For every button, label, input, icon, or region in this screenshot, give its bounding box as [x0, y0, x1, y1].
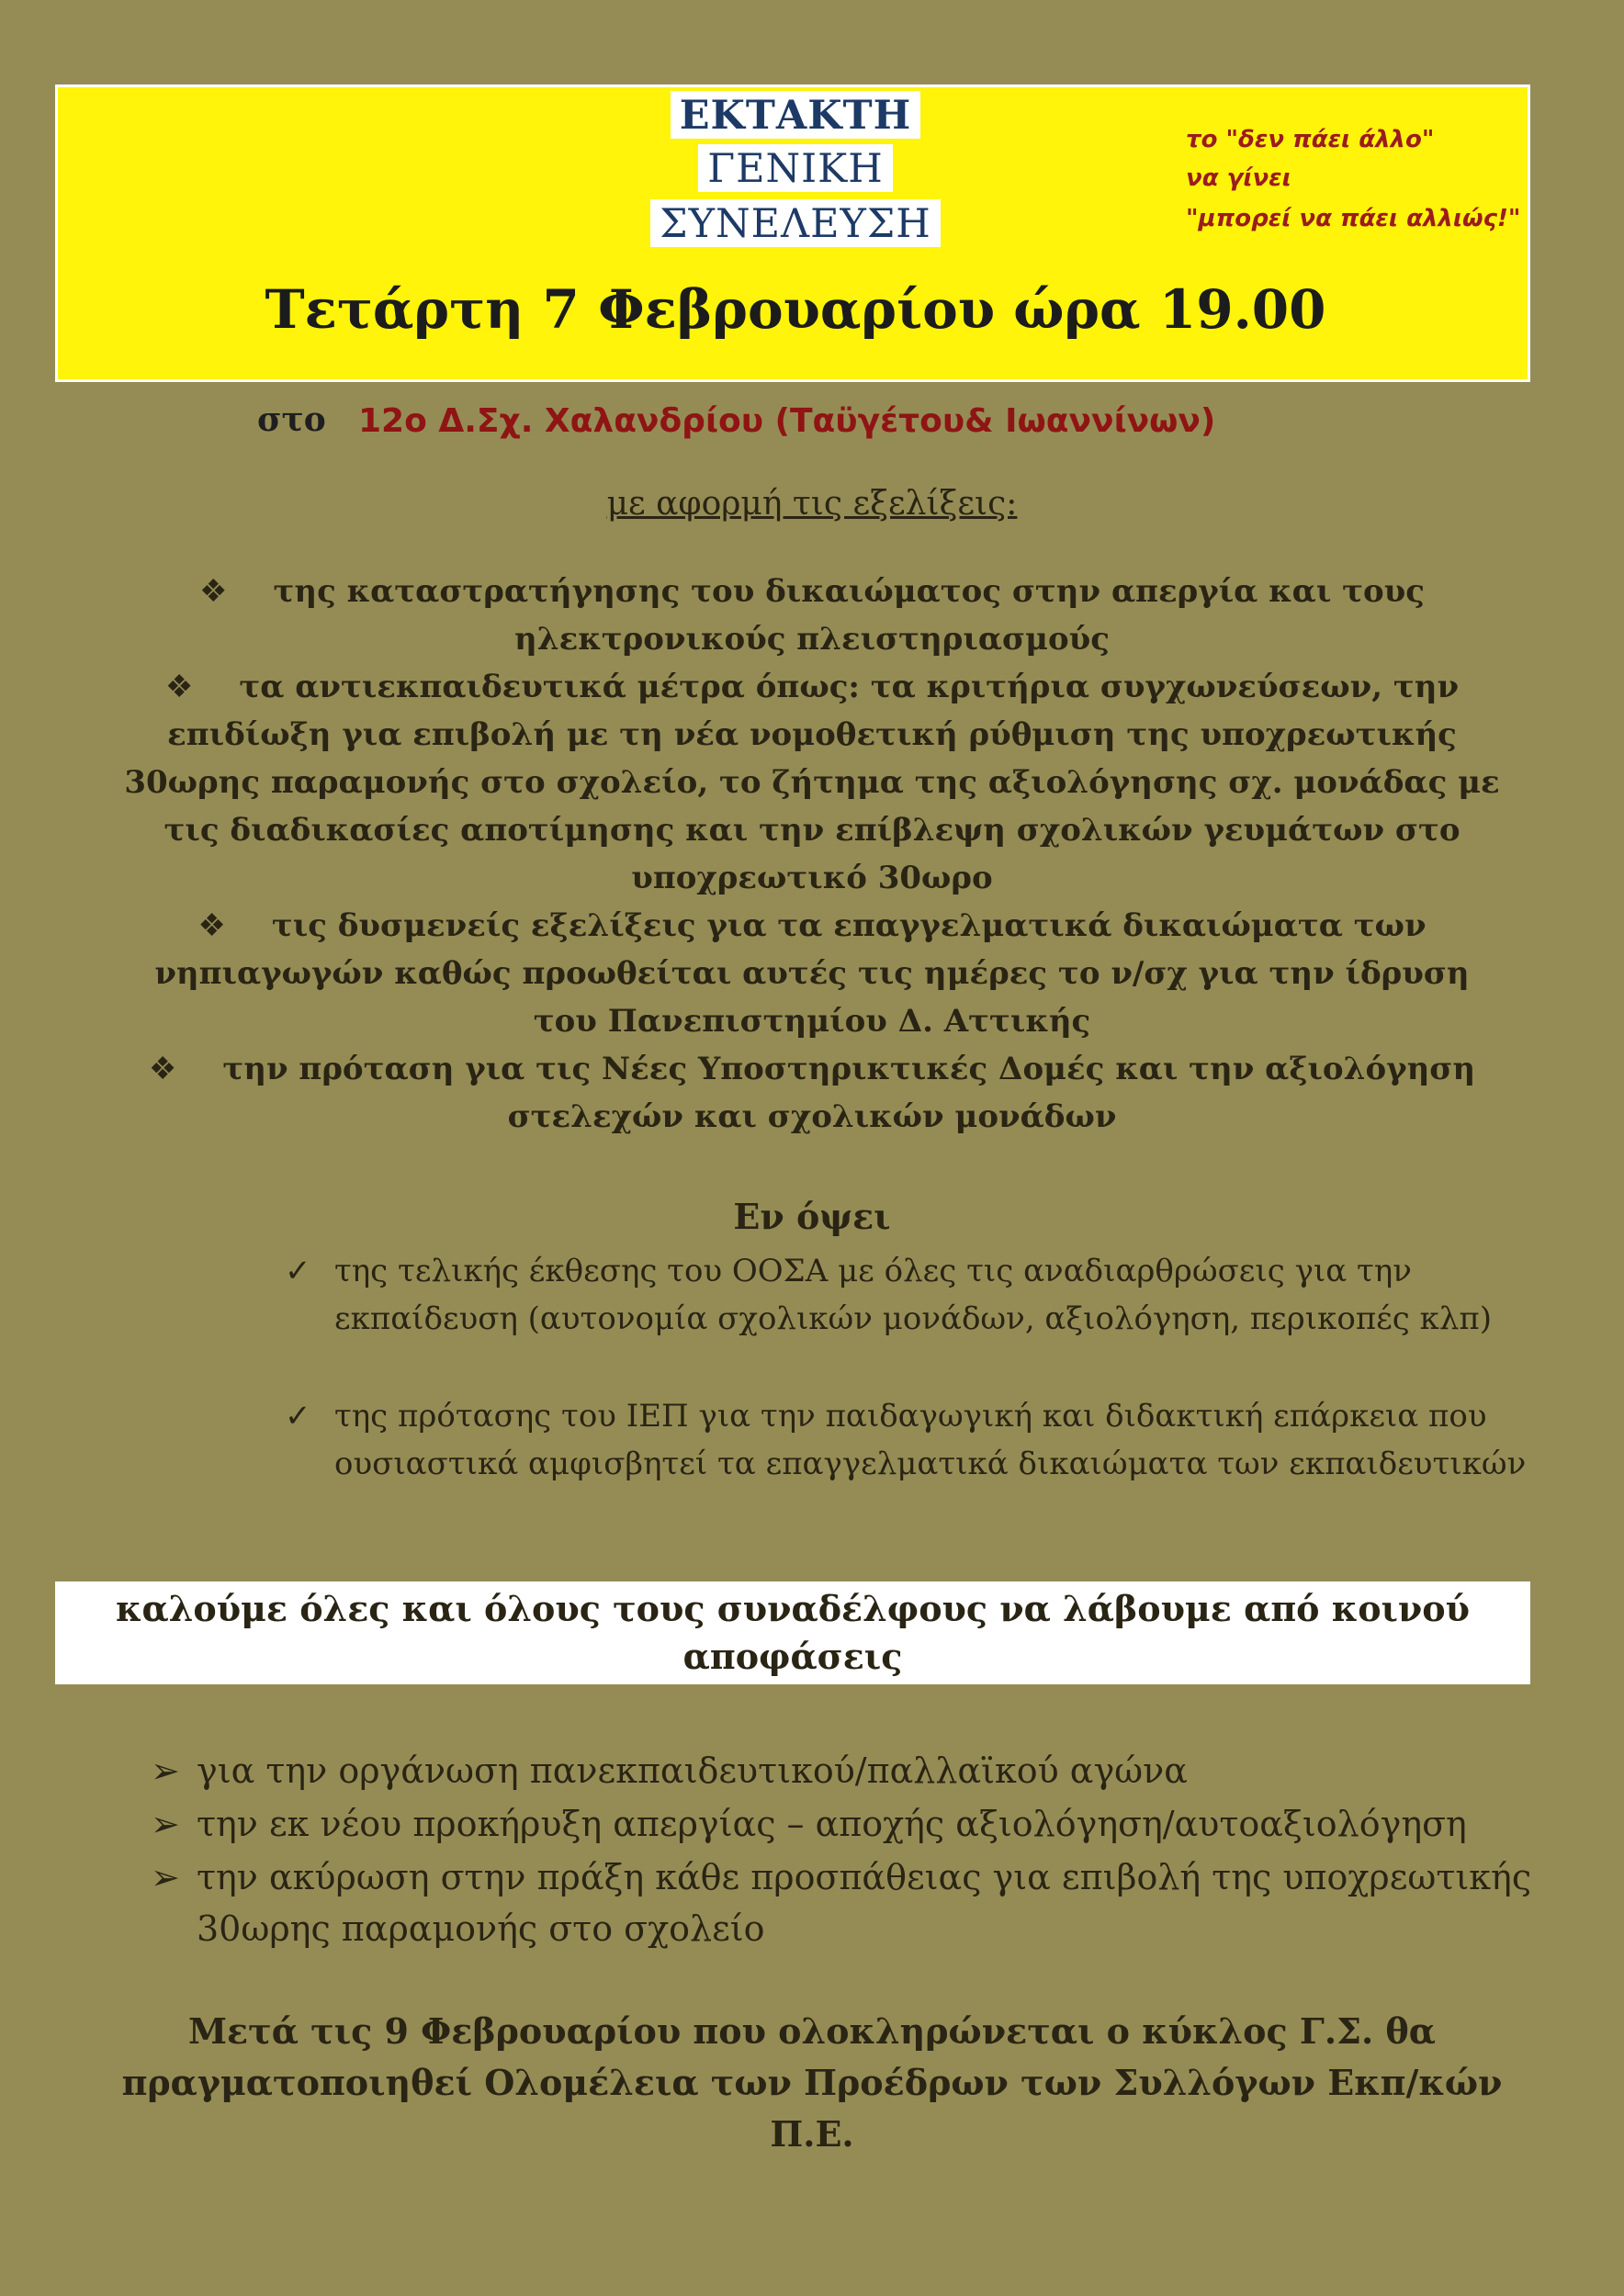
- diamond-bullet-icon: ❖: [148, 1051, 177, 1087]
- call-to-action-box: [55, 1581, 1530, 1684]
- list-item: [123, 663, 1501, 902]
- diamond-bullet-icon: ❖: [199, 573, 228, 610]
- list-item: [151, 1798, 1547, 1850]
- title-line-assembly: ΣΥΝΕΛΕΥΣΗ: [58, 201, 1533, 247]
- list-item-text: την ακύρωση στην πράξη κάθε προσπάθειας για επιβολή της υποχρεωτικής 30ωρης παραμονής στο σχολείο: [197, 1857, 1532, 1949]
- list-item: [123, 902, 1501, 1045]
- list-item-text: της καταστρατήγησης του δικαιώματος στην απεργία και τους ηλεκτρονικούς πλειστηριασμούς: [273, 573, 1425, 658]
- call-to-action-text: καλούμε όλες και όλους τους συναδέλφους να λάβουμε από κοινού αποφάσεις: [115, 1588, 1471, 1677]
- list-item: [123, 1045, 1501, 1141]
- list-item-text: τα αντιεκπαιδευτικά μέτρα όπως: τα κριτήρια συγχωνεύσεων, την επιδίωξη για επιβολή με τη νέα νομοθετική ρύθμιση της υποχρεωτικής 30ωρης παραμονής στο σχολείο, το ζήτημα της αξιολόγησης σχ. μονάδας με τις διαδικασίες αποτίμησης και την επίβλεψη σχολικών γευμάτων στο υποχρεωτικό 30ωρο: [124, 669, 1500, 896]
- header-banner: [55, 84, 1530, 382]
- venue-name: 12ο Δ.Σχ. Χαλανδρίου (Ταϋγέτου& Ιωαννίνων): [358, 402, 1216, 440]
- list-item: [123, 568, 1501, 663]
- venue-prefix: στο: [257, 400, 326, 439]
- list-item: [151, 1851, 1547, 1954]
- motto-line: το "δεν πάει άλλο": [1186, 126, 1435, 153]
- title-line-extraordinary: ΕΚΤΑΚΤΗ: [58, 93, 1533, 139]
- list-item-text: της πρότασης του ΙΕΠ για την παιδαγωγική και διδακτική επάρκεια που ουσιαστικά αμφισβητεί τα επαγγελματικά δικαιώματα των εκπαιδευτικών: [334, 1398, 1527, 1482]
- motto-line: να γίνει: [1186, 164, 1291, 192]
- arrow-bullet-icon: ➢: [151, 1750, 180, 1791]
- in-view-heading: Εν όψει: [733, 1196, 891, 1237]
- list-item-text: την πρόταση για τις Νέες Υποστηρικτικές Δομές και την αξιολόγηση στελεχών και σχολικών μονάδων: [222, 1051, 1476, 1135]
- list-item: [285, 1247, 1552, 1343]
- meeting-date-time: Τετάρτη 7 Φεβρουαρίου ώρα 19.00: [265, 278, 1326, 341]
- list-item: [151, 1745, 1547, 1796]
- list-item-text: της τελικής έκθεσης του ΟΟΣΑ με όλες τις αναδιαρθρώσεις για την εκπαίδευση (αυτονομία σχολικών μονάδων, αξιολόγηση, περικοπές κλπ): [334, 1253, 1493, 1337]
- motto-line: "μπορεί να πάει αλλιώς!": [1186, 205, 1521, 232]
- list-item-text: για την οργάνωση πανεκπαιδευτικού/παλλαϊκού αγώνα: [197, 1750, 1188, 1791]
- checkmark-icon: ✓: [285, 1253, 311, 1289]
- title-line-general: ΓΕΝΙΚΗ: [58, 146, 1533, 192]
- diamond-bullet-icon: ❖: [197, 907, 226, 944]
- list-item-text: τις δυσμενείς εξελίξεις για τα επαγγελματικά δικαιώματα των νηπιαγωγών καθώς προωθείται αυτές τις ημέρες το ν/σχ για την ίδρυση του Πανεπιστημίου Δ. Αττικής: [154, 907, 1470, 1040]
- list-item-text: την εκ νέου προκήρυξη απεργίας – αποχής αξιολόγηση/αυτοαξιολόγηση: [197, 1804, 1467, 1844]
- diamond-bullet-icon: ❖: [164, 669, 194, 705]
- arrow-bullet-icon: ➢: [151, 1804, 180, 1844]
- list-item: [285, 1392, 1552, 1488]
- prompt-heading: με αφορμή τις εξελίξεις:: [606, 485, 1018, 523]
- footer-note: Μετά τις 9 Φεβρουαρίου που ολοκληρώνεται ο κύκλος Γ.Σ. θα πραγματοποιηθεί Ολομέλεια των Προέδρων των Συλλόγων Εκπ/κών Π.Ε.: [121, 2010, 1503, 2155]
- checkmark-icon: ✓: [285, 1398, 311, 1435]
- arrow-bullet-icon: ➢: [151, 1857, 180, 1897]
